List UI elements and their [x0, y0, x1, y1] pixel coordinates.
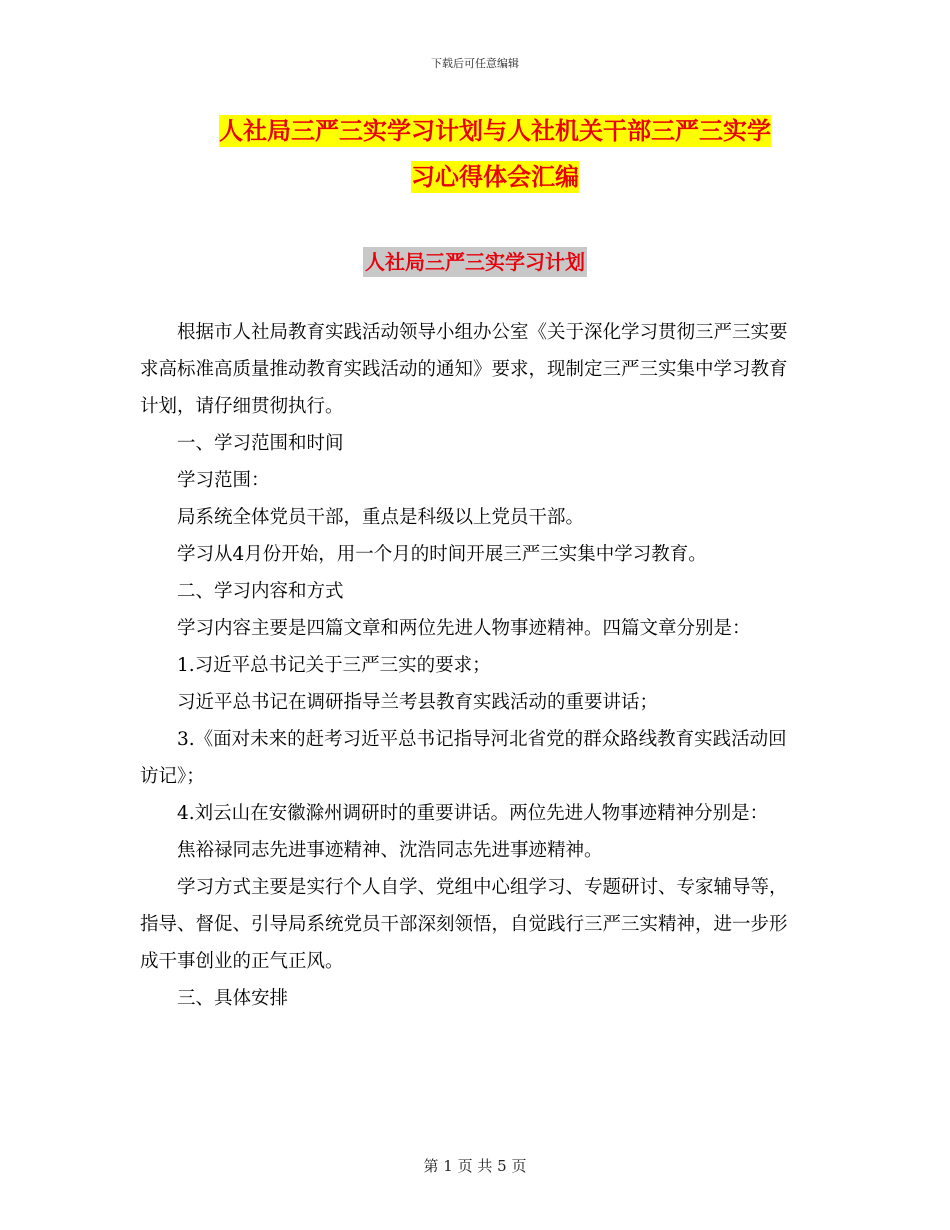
document-title-line-1: 人社局三严三实学习计划与人社机关干部三严三实学 [219, 117, 771, 145]
heading-arrangement: 三、具体安排 [177, 988, 289, 1009]
article-item-2: 习近平总书记在调研指导兰考县教育实践活动的重要讲话； [177, 692, 659, 713]
heading-content-and-method: 二、学习内容和方式 [177, 581, 344, 602]
exemplar-names: 焦裕禄同志先进事迹精神、沈浩同志先进事迹精神。 [177, 840, 603, 861]
section-title-text: 人社局三严三实学习计划 [363, 247, 587, 277]
article-item-4: 4.刘云山在安徽滁州调研时的重要讲话。两位先进人物事迹精神分别是： [177, 803, 769, 824]
document-title-line-2: 习心得体会汇编 [411, 163, 579, 191]
document-title [140, 108, 850, 200]
page-footer: 第 1 页 共 5 页 [423, 1157, 527, 1175]
heading-scope-and-time: 一、学习范围和时间 [177, 433, 344, 454]
scope-text: 局系统全体党员干部，重点是科级以上党员干部。 [177, 507, 585, 528]
intro-paragraph: 根据市人社局教育实践活动领导小组办公室《关于深化学习贯彻三严三实要求高标准高质量推动教育实践活动的通知》要求，现制定三严三实集中学习教育计划，请仔细贯彻执行。 [140, 322, 788, 417]
section-title [0, 242, 950, 282]
article-item-3: 3.《面对未来的赶考习近平总书记指导河北省党的群众路线教育实践活动回访记》； [140, 729, 787, 787]
document-body [140, 314, 805, 1017]
page-header: 下载后可任意编辑 [431, 57, 519, 70]
article-item-1: 1.习近平总书记关于三严三实的要求； [177, 655, 491, 676]
method-paragraph: 学习方式主要是实行个人自学、党组中心组学习、专题研讨、专家辅导等，指导、督促、引导局系统党员干部深刻领悟，自觉践行三严三实精神，进一步形成干事创业的正气正风。 [140, 877, 788, 972]
time-text: 学习从4月份开始，用一个月的时间开展三严三实集中学习教育。 [177, 544, 707, 565]
scope-label: 学习范围： [177, 470, 270, 491]
content-intro: 学习内容主要是四篇文章和两位先进人物事迹精神。四篇文章分别是： [177, 618, 751, 639]
